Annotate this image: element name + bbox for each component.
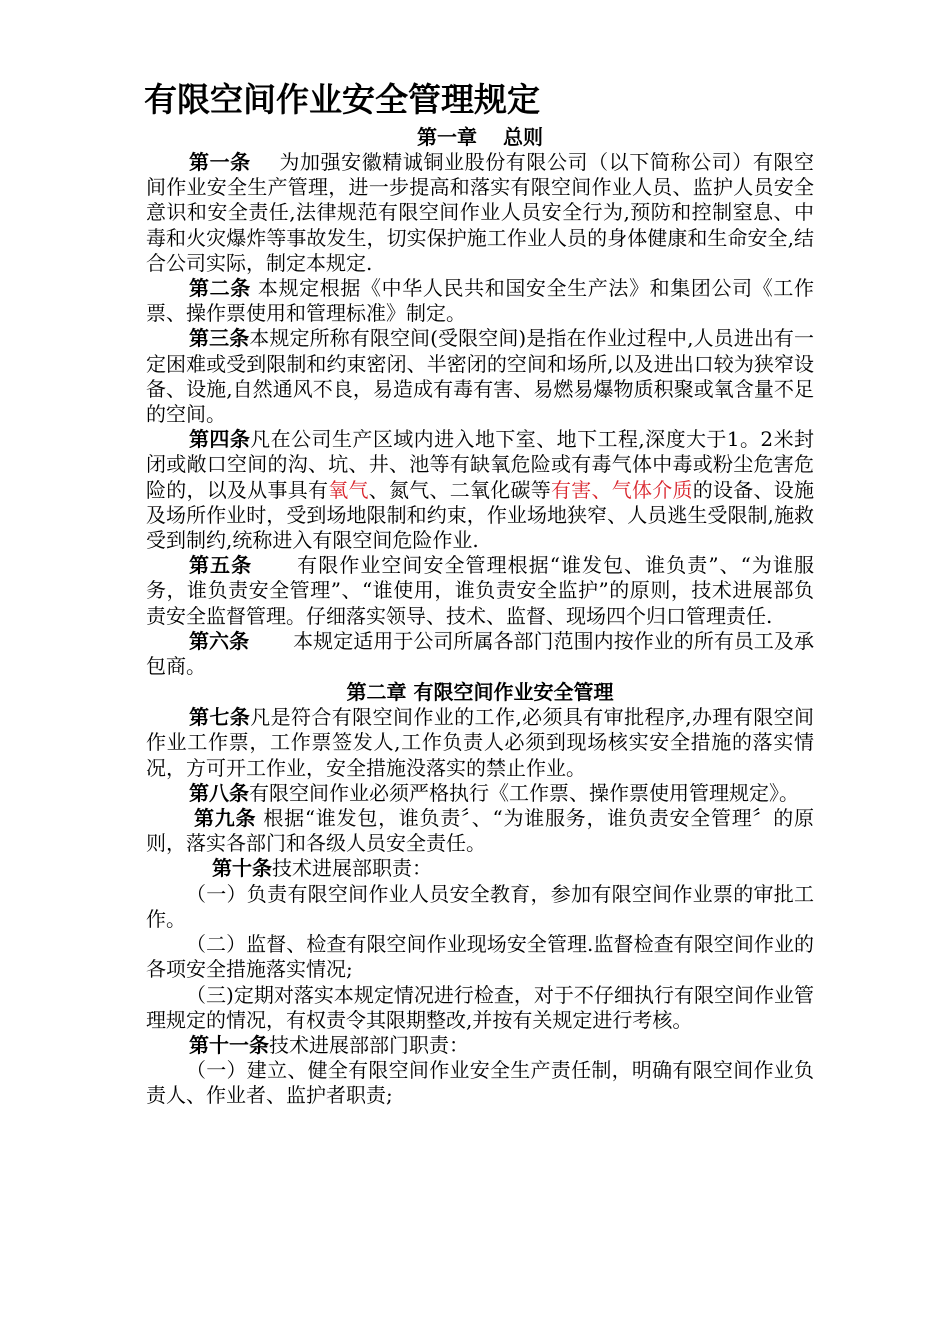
chapter-1-label: 第一章 <box>417 125 477 149</box>
article-3 <box>146 326 814 427</box>
article-5-text: 有限作业空间安全管理根据“谁发包、谁负责”、“为谁服务，谁负责安全管理”、“谁使用，谁负责安全监护”的原则，技术进展部负责安全监督管理。仔细落实领导、技术、监督、现场四个归口管理责任. <box>146 553 814 628</box>
article-1-text: 为加强安徽精诚铜业股份有限公司（以下简称公司）有限空间作业安全生产管理，进一步提高和落实有限空间作业人员、监护人员安全意识和安全责任,法律规范有限空间作业人员安全行为,预防和控制窒息、中毒和火灾爆炸等事故发生，切实保护施工作业人员的身体健康和生命安全,结合公司实际，制定本规定. <box>146 150 815 275</box>
article-2-text: 本规定根据《中华人民共和国安全生产法》和集团公司《工作票、操作票使用和管理标准》制定。 <box>146 276 815 326</box>
document-page <box>146 78 814 1109</box>
article-4-highlight-1: 氧气 <box>328 477 369 502</box>
chapter-1-heading <box>146 124 814 150</box>
article-9-text: 根据“谁发包，谁负责〞、“为谁服务，谁负责安全管理〞的原则，落实各部门和各级人员安全责任。 <box>146 806 815 856</box>
article-11 <box>146 1033 814 1058</box>
article-7-text: 凡是符合有限空间作业的工作,必须具有审批程序,办理有限空间作业工作票，工作票签发人,工作负责人必须到现场核实安全措施的落实情况，方可开工作业，安全措施没落实的禁止作业。 <box>146 705 815 780</box>
article-4-label: 第四条 <box>189 427 251 452</box>
article-2 <box>146 276 814 326</box>
article-6-label: 第六条 <box>189 628 250 653</box>
article-3-text: 本规定所称有限空间(受限空间)是指在作业过程中,人员进出有一定困难或受到限制和约束密闭、半密闭的空间和场所,以及进出口较为狭窄设备、设施,自然通风不良，易造成有毒有害、易燃易爆物质积聚或氧含量不足的空间。 <box>146 326 815 427</box>
article-4-text-c: 的设备、设施及场所作业时，受到场地限制和约束，作业场地狭窄、人员逃生受限制,施救受到制约,统称进入有限空间危险作业. <box>146 477 814 553</box>
article-10-item-2: （二）监督、检查有限空间作业现场安全管理.监督检查有限空间作业的各项安全措施落实情况; <box>146 932 814 982</box>
article-10-text: 技术进展部职责： <box>272 856 432 881</box>
article-11-text: 技术进展部部门职责： <box>269 1032 469 1057</box>
article-4-text-b: 、氮气、二氧化碳等 <box>368 477 551 502</box>
article-7-label: 第七条 <box>189 705 251 730</box>
article-4-text-a: 凡在公司生产区域内进入地下室、地下工程,深度大于1。2米封闭或敞口空间的沟、坑、井、池等有缺氧危险或有毒气体中毒或粉尘危害危险的，以及从事具有 <box>146 427 814 502</box>
article-5 <box>146 553 814 629</box>
article-6 <box>146 629 814 679</box>
article-4-highlight-2: 有害、气体介质 <box>551 477 693 502</box>
article-1-label: 第一条 <box>189 150 251 174</box>
article-3-label: 第三条 <box>189 326 250 351</box>
chapter-2-heading: 第二章 有限空间作业安全管理 <box>346 680 614 705</box>
article-8 <box>146 781 814 806</box>
article-6-text: 本规定适用于公司所属各部门范围内按作业的所有员工及承包商。 <box>146 628 815 679</box>
article-8-text: 有限空间作业必须严格执行《工作票、操作票使用管理规定》。 <box>249 780 799 805</box>
article-11-item-1: （一）建立、健全有限空间作业安全生产责任制，明确有限空间作业负责人、作业者、监护者职责; <box>146 1058 814 1108</box>
article-10-item-1: （一）负责有限空间作业人员安全教育，参加有限空间作业票的审批工作。 <box>146 881 814 931</box>
article-5-label: 第五条 <box>189 553 253 578</box>
article-1 <box>146 150 814 276</box>
article-4 <box>146 427 814 553</box>
article-10 <box>146 856 814 881</box>
article-11-label: 第十一条 <box>189 1032 269 1057</box>
chapter-1-name: 总则 <box>503 125 543 149</box>
article-10-item-3: （三)定期对落实本规定情况进行检查，对于不仔细执行有限空间作业管理规定的情况，有权责令其限期整改,并按有关规定进行考核。 <box>146 982 814 1032</box>
article-10-label: 第十条 <box>212 856 272 881</box>
article-8-label: 第八条 <box>189 780 249 805</box>
article-2-label: 第二条 <box>189 276 251 301</box>
article-9-label: 第九条 <box>194 806 257 831</box>
article-7 <box>146 705 814 781</box>
document-title: 有限空间作业安全管理规定 <box>144 80 540 119</box>
article-9 <box>146 806 814 856</box>
